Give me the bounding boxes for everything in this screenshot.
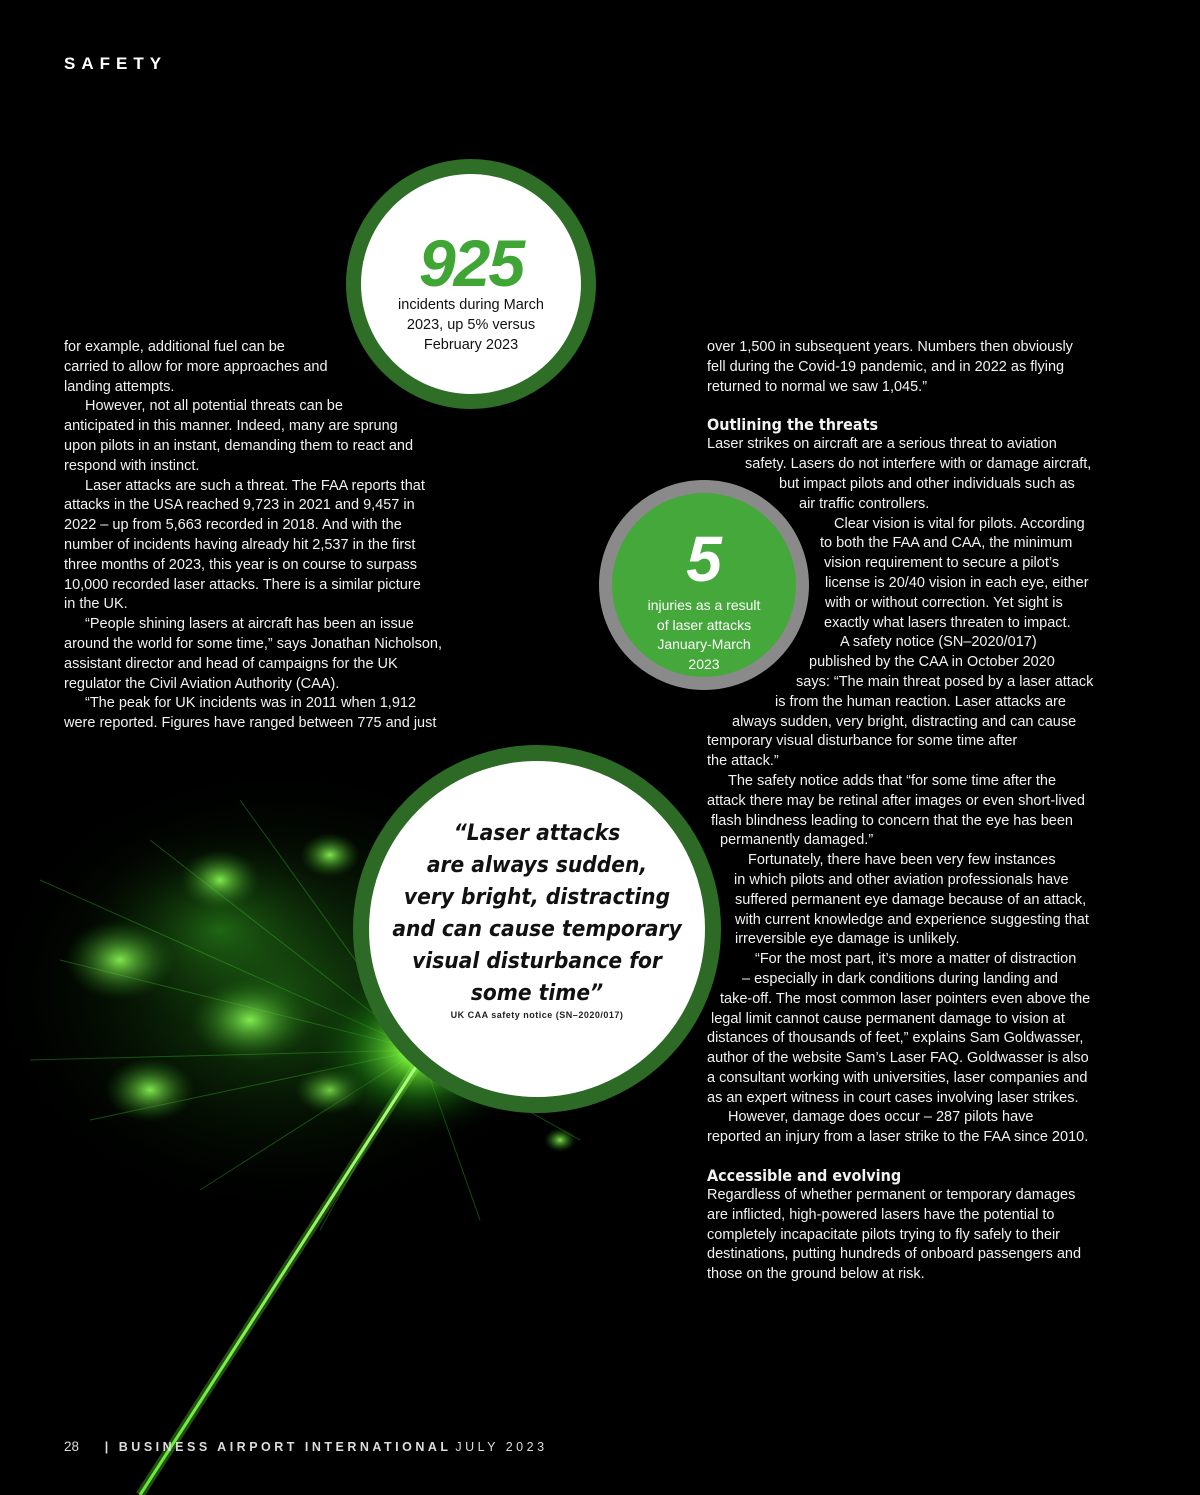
pull-quote-circle (353, 745, 721, 1113)
right-intro: over 1,500 in subsequent years. Numbers then obviously fell during the Covid-19 pandemic, and in 2022 as flying returned to normal we saw 1,045.” (707, 339, 1073, 395)
left-paragraph-4: “People shining lasers at aircraft has been an issue around the world for some time,” says Jonathan Nicholson, assistant director and head of campaigns for the UK regulator the Civil Aviation Authority (CAA). (64, 616, 442, 692)
right-body-2: Regardless of whether permanent or temporary damages are inflicted, high-powered lasers have the potential to completely incapacitate pilots trying to fly safely to their destinations, putting hundreds of onboard passengers and those on the ground below at risk. (707, 1187, 1082, 1283)
stat-circle-injuries (599, 480, 809, 690)
stat-circle-incidents (346, 159, 596, 409)
stat-caption-incidents: incidents during March 2023, up 5% versus February 2023 (398, 297, 544, 353)
section-label: SAFETY (64, 54, 168, 73)
right-body-1: Laser strikes on aircraft are a serious threat to aviation safety. Lasers do not interfere with or damage aircraft, but impact pilots and other individuals such as air traffic controllers. Clear vision is vital for pilots. According to both the FAA and CAA, the minimum vision requirement to secure a pilot’s license is 20/40 vision in each eye, either with or without correction. Yet sight is exactly what lasers threaten to impact. A safety notice (SN–2020/017) published by the CAA in October 2020 says: “The main threat posed by a laser attack is from the human reaction. Laser attacks are always sudden, very bright, distracting and can cause temporary visual disturbance for some time after the attack.” The safety notice adds that “for some time after the attack there may be retinal after images or even short-lived flash blindness leading to concern that the eye has been permanently damaged.” Fortunately, there have been very few instances in which pilots and other aviation professionals have suffered permanent eye damage because of an attack, with current knowledge and experience suggesting that irreversible eye damage is unlikely. “For the most part, it’s more a matter of distraction – especially in dark conditions during landing and take-off. The most common laser pointers even above the legal limit cannot cause permanent damage to vision at distances of thousands of feet,” explains Sam Goldwasser, author of the website Sam’s Laser FAQ. Goldwasser is also a consultant working with universities, laser companies and as an expert witness in court cases involving laser strikes. However, damage does occur – 287 pilots have reported an injury from a laser strike to the FAA since 2010. (707, 436, 1094, 1146)
left-paragraph-2: However, not all potential threats can be anticipated in this manner. Indeed, many are sprung upon pilots in an instant, demanding them to react and respond with instinct. (64, 398, 414, 474)
heading-outlining-threats: Outlining the threats (707, 415, 879, 435)
stat-number-injuries: 5 (686, 523, 722, 595)
stat-caption-injuries: injuries as a result of laser attacks January-March 2023 (647, 597, 761, 672)
left-paragraph-1: for example, additional fuel can be carried to allow for more approaches and landing attempts. (64, 339, 328, 395)
right-column (707, 338, 1127, 1285)
page-number: 28 (64, 1439, 80, 1454)
left-paragraph-5: “The peak for UK incidents was in 2011 when 1,912 were reported. Figures have ranged between 775 and just (64, 695, 437, 732)
pull-quote: “Laser attacks are always sudden, very bright, distracting and can cause temporary visual disturbance for some time” (392, 820, 682, 1006)
page-footer (64, 1439, 548, 1454)
issue-date: JULY 2023 (455, 1440, 548, 1454)
stat-number-incidents: 925 (418, 226, 524, 300)
heading-accessible-evolving: Accessible and evolving (707, 1166, 902, 1186)
pull-quote-source: UK CAA safety notice (SN–2020/017) (450, 1010, 624, 1020)
left-paragraph-3: Laser attacks are such a threat. The FAA reports that attacks in the USA reached 9,723 in 2021 and 9,457 in 2022 – up from 5,663 recorded in 2018. And with the number of incidents having already hit 2,537 in the first three months of 2023, this year is on course to surpass 10,000 recorded laser attacks. There is a similar picture in the UK. (64, 477, 425, 613)
publication-name: | BUSINESS AIRPORT INTERNATIONAL (104, 1440, 452, 1454)
